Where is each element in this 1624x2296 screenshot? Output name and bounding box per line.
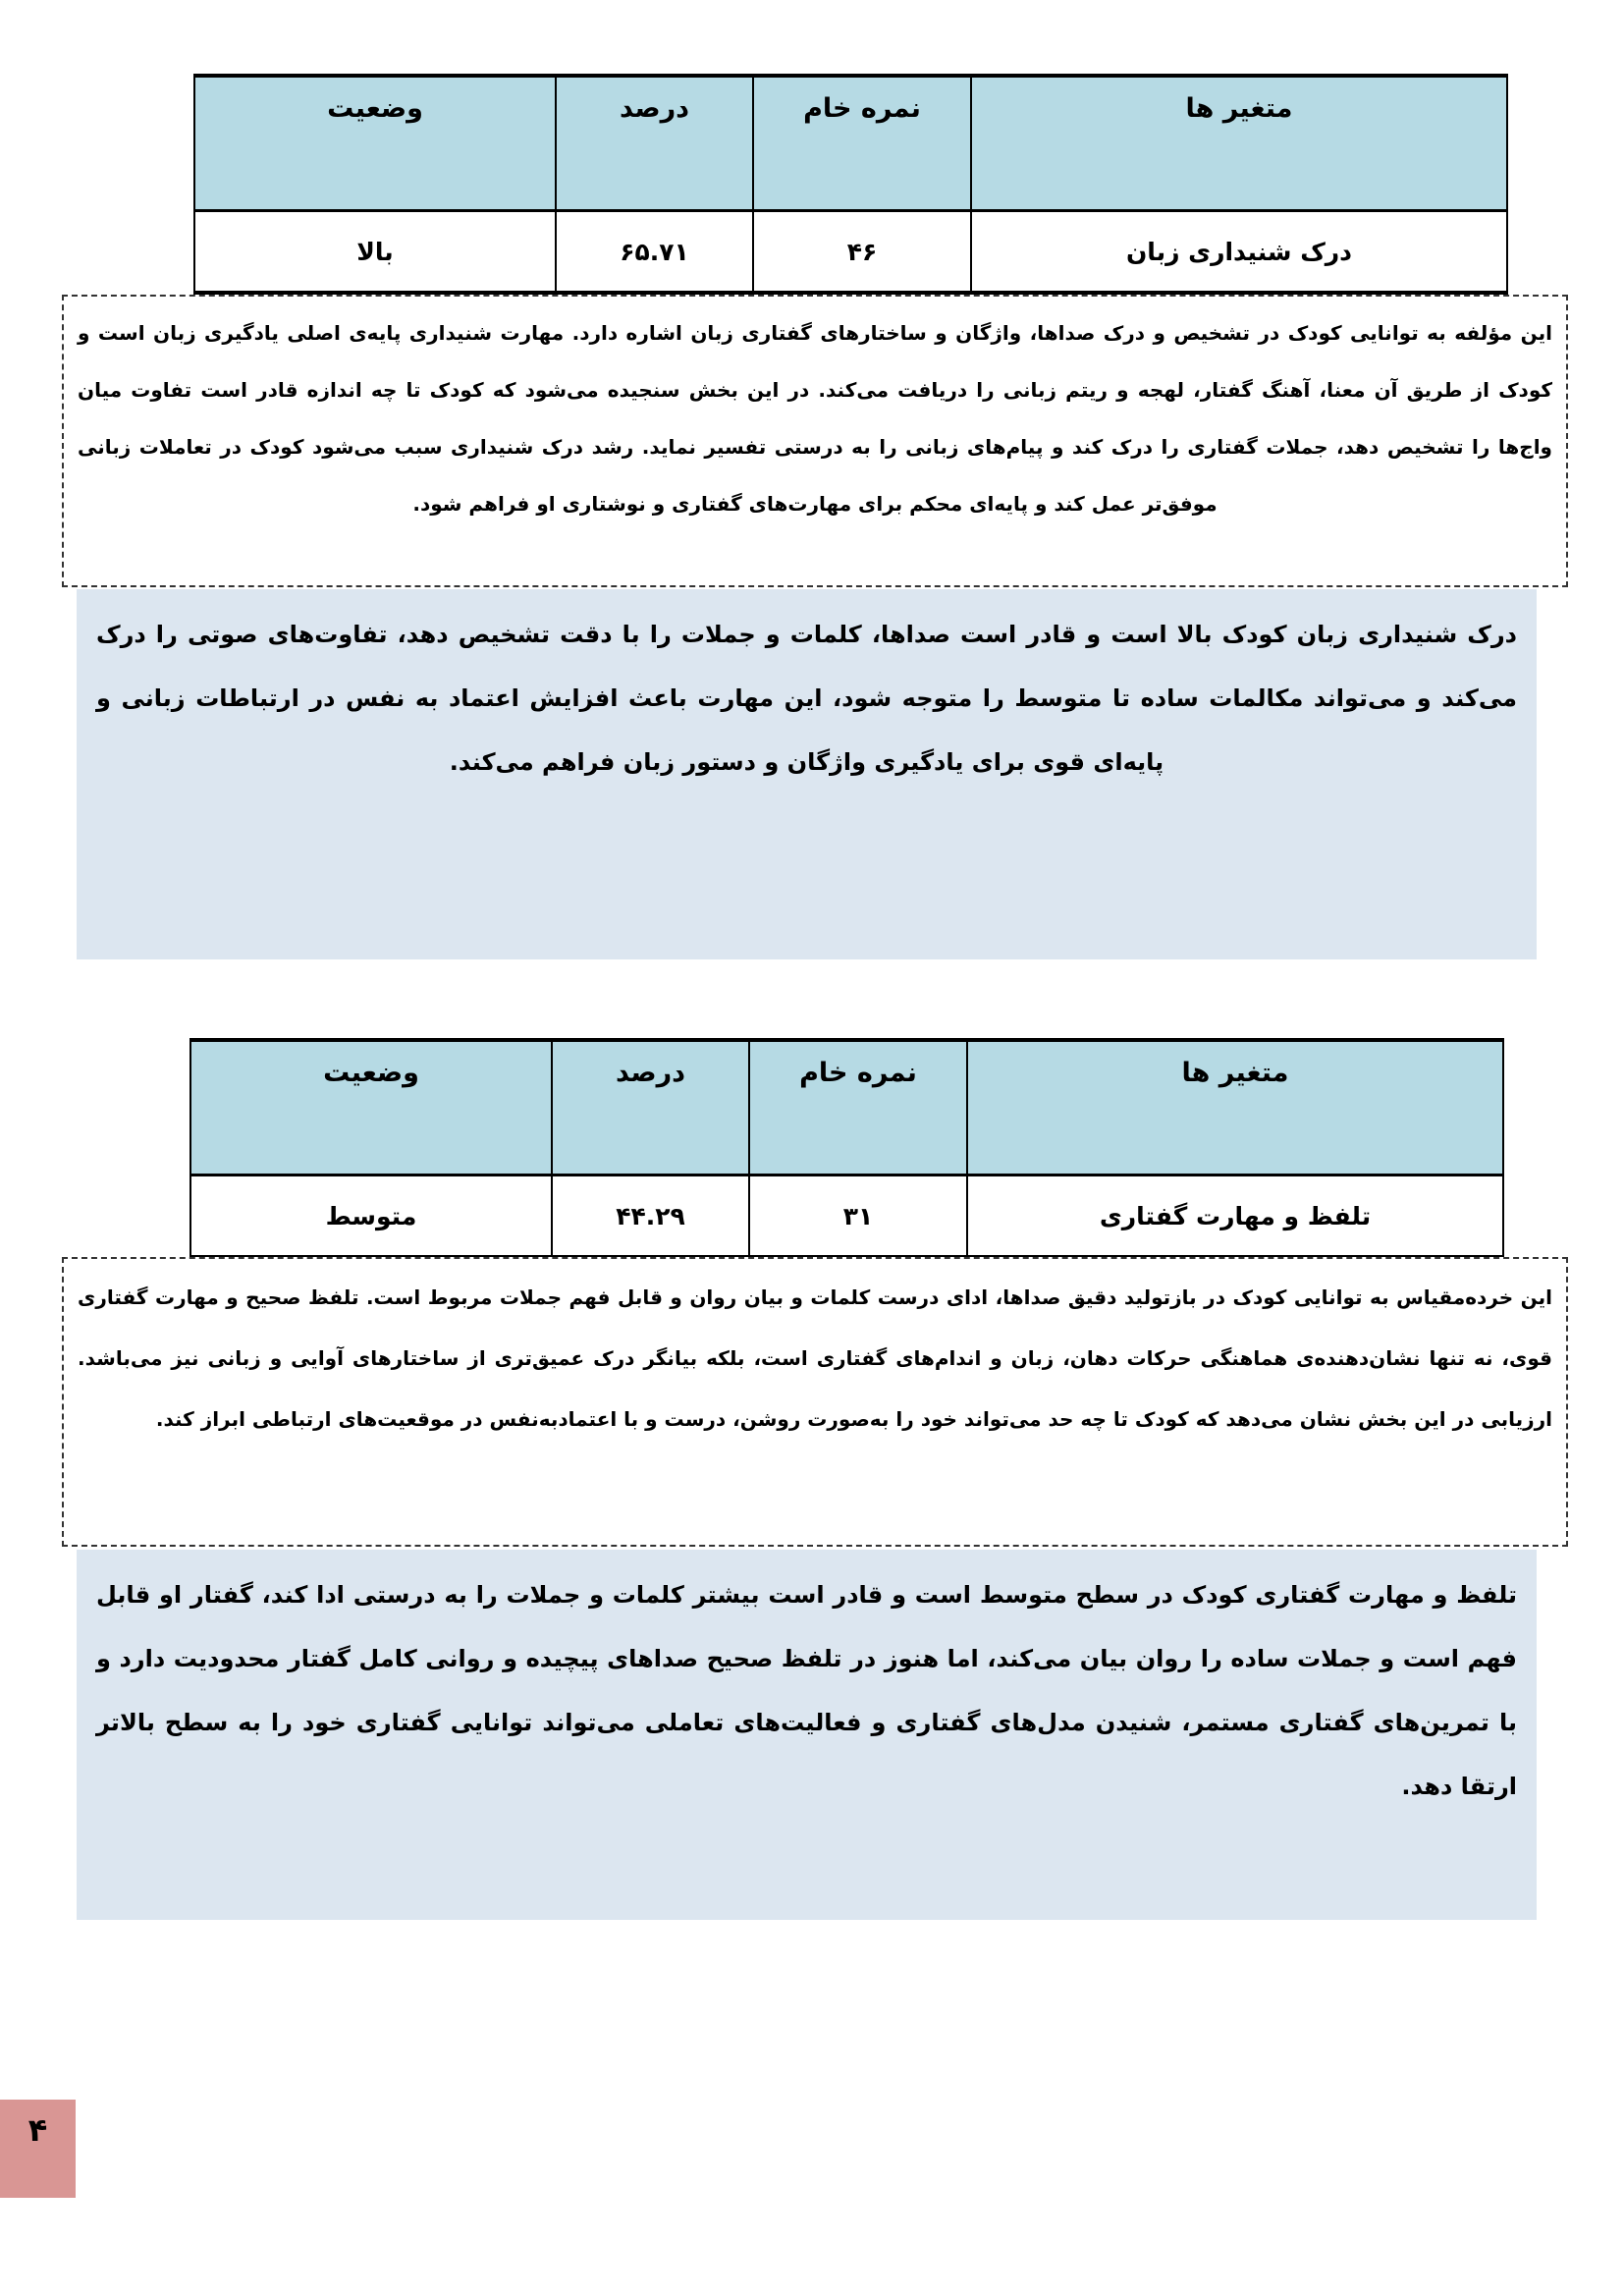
col-header-variables: متغیر ها [967, 1040, 1503, 1175]
speaking-result-block [77, 1550, 1537, 1920]
col-header-status: وضعیت [194, 76, 556, 211]
speaking-definition-text: این خرده‌مقیاس به توانایی کودک در بازتولید دقیق صداها، ادای درست کلمات و بیان روان و قابل فهم جملات مربوط است. تلفظ صحیح و مهارت گفتاری قوی، نه تنها نشان‌دهنده‌ی هماهنگی حرکات دهان، زبان و اندام‌های گفتاری است، بلکه بیانگر درک عمیق‌تری از ساختارهای آوایی و زبانی نیز می‌باشد. ارزیابی در این بخش نشان می‌دهد که کودک تا چه حد می‌تواند خود را به‌صورت روشن، درست و با اعتمادبه‌نفس در موقعیت‌های ارتباطی ابراز کند. [78, 1285, 1552, 1431]
cell-status: بالا [194, 211, 556, 294]
listening-result-text: درک شنیداری زبان کودک بالا است و قادر است صداها، کلمات و جملات را با دقت تشخیص دهد، تفاوت‌های صوتی را درک می‌کند و می‌تواند مکالمات ساده تا متوسط را متوجه شود، این مهارت باعث افزایش اعتماد به نفس در ارتباطات زبانی و پایه‌ای قوی برای یادگیری واژگان و دستور زبان فراهم می‌کند. [96, 621, 1517, 776]
cell-raw-score: ۴۶ [753, 211, 971, 294]
col-header-percent: درصد [552, 1040, 749, 1175]
listening-result-block [77, 589, 1537, 959]
col-header-percent: درصد [556, 76, 753, 211]
speaking-result-text: تلفظ و مهارت گفتاری کودک در سطح متوسط است و قادر است بیشتر کلمات و جملات را به درستی ادا کند، گفتار او قابل فهم است و جملات ساده را روان بیان می‌کند، اما هنوز در تلفظ صحیح صداهای پیچیده و روانی کامل گفتار محدودیت دارد و با تمرین‌های گفتاری مستمر، شنیدن مدل‌های گفتاری و فعالیت‌های تعاملی می‌تواند توانایی گفتاری خود را به سطح بالاتر ارتقا دهد. [96, 1581, 1517, 1800]
col-header-raw-score: نمره خام [749, 1040, 967, 1175]
cell-percent: ۶۵.۷۱ [556, 211, 753, 294]
listening-definition-text: این مؤلفه به توانایی کودک در تشخیص و درک صداها، واژگان و ساختارهای گفتاری زبان اشاره دارد. مهارت شنیداری پایه‌ی اصلی یادگیری زبان است و کودک از طریق آن معنا، آهنگ گفتار، لهجه و ریتم زبانی را دریافت می‌کند. در این بخش سنجیده می‌شود که کودک تا چه اندازه قادر است تفاوت میان واج‌ها را تشخیص دهد، جملات گفتاری را درک کند و پیام‌های زبانی را به درستی تفسیر نماید. رشد درک شنیداری سبب می‌شود کودک در تعاملات زبانی موفق‌تر عمل کند و پایه‌ای محکم برای مهارت‌های گفتاری و نوشتاری او فراهم شود. [78, 321, 1552, 516]
speaking-score-table [189, 1038, 1504, 1259]
cell-percent: ۴۴.۲۹ [552, 1175, 749, 1258]
listening-score-table [193, 74, 1508, 295]
cell-variable: درک شنیداری زبان [971, 211, 1507, 294]
table-header-row [194, 76, 1507, 211]
cell-raw-score: ۳۱ [749, 1175, 967, 1258]
table-header-row [190, 1040, 1503, 1175]
col-header-variables: متغیر ها [971, 76, 1507, 211]
table-row [194, 211, 1507, 294]
col-header-raw-score: نمره خام [753, 76, 971, 211]
col-header-status: وضعیت [190, 1040, 552, 1175]
cell-variable: تلفظ و مهارت گفتاری [967, 1175, 1503, 1258]
listening-definition-block [62, 295, 1568, 587]
speaking-definition-block [62, 1257, 1568, 1547]
table-row [190, 1175, 1503, 1258]
page-number-box [0, 2100, 76, 2198]
page-number: ۴ [27, 2111, 48, 2149]
cell-status: متوسط [190, 1175, 552, 1258]
